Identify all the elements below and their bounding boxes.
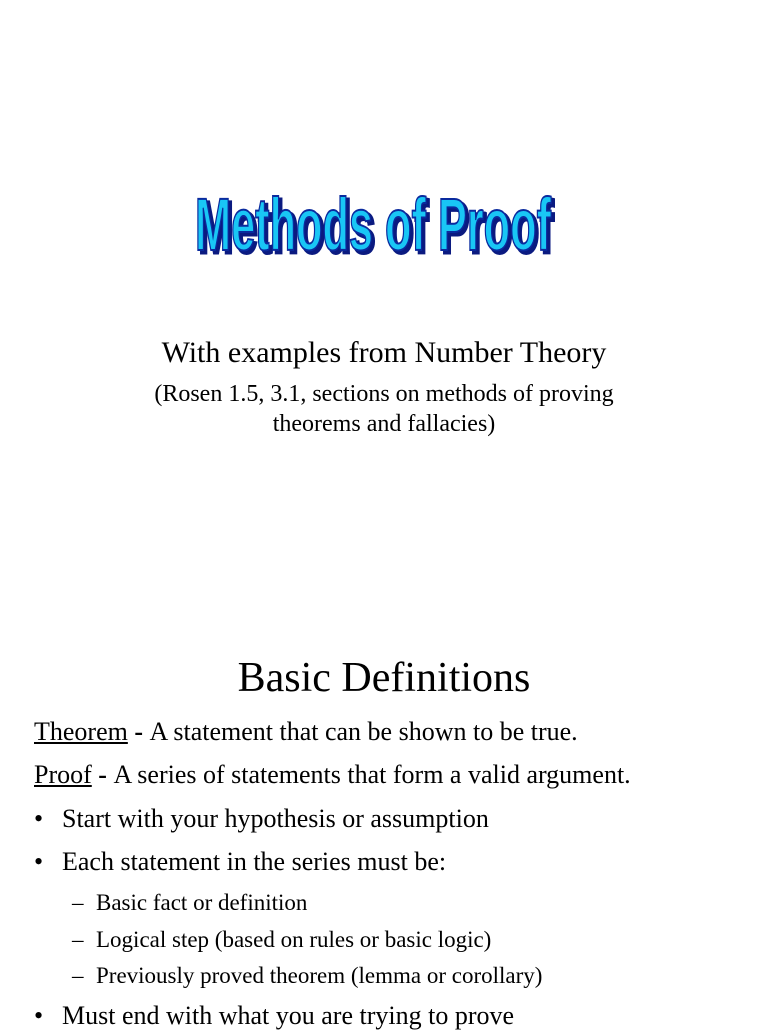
bullet-text: Each statement in the series must be: [62, 847, 447, 876]
definition-text: A series of statements that form a valid argument. [113, 760, 631, 789]
definition-theorem [34, 716, 578, 748]
wordart-title-text: Methods of Proof [195, 183, 552, 266]
reference-note [0, 379, 768, 439]
sub-bullet-item [72, 926, 491, 954]
bullet-marker: • [34, 1001, 44, 1030]
sub-bullet-item [72, 962, 542, 990]
sub-bullet-item [72, 889, 307, 917]
bullet-marker: • [34, 804, 44, 833]
wordart-title [190, 170, 556, 270]
reference-note-line2: theorems and fallacies) [272, 411, 496, 437]
slide-basic-definitions [0, 600, 768, 1030]
bullet-item [34, 846, 446, 878]
sub-bullet-text: Previously proved theorem (lemma or corollary) [96, 963, 543, 988]
bullet-item [34, 803, 489, 835]
wordart-title-graphic [190, 170, 556, 270]
definition-text: A statement that can be shown to be true. [149, 717, 578, 746]
bullet-item [34, 1000, 514, 1032]
sub-bullet-marker: – [72, 963, 84, 988]
definition-separator: - [91, 760, 114, 789]
definition-proof [34, 759, 631, 791]
sub-bullet-text: Logical step (based on rules or basic logic) [96, 927, 492, 952]
definition-separator: - [127, 717, 150, 746]
bullet-text: Start with your hypothesis or assumption [62, 804, 489, 833]
reference-note-line1: (Rosen 1.5, 3.1, sections on methods of proving [154, 381, 614, 407]
bullet-marker: • [34, 847, 44, 876]
sub-bullet-marker: – [72, 927, 84, 952]
wordart-title-shadow: Methods of Proof [198, 186, 555, 269]
slide-title: Basic Definitions [237, 655, 531, 701]
definition-term: Theorem [34, 717, 128, 746]
definition-term: Proof [34, 760, 92, 789]
bullet-text: Must end with what you are trying to prove [62, 1001, 515, 1030]
sub-bullet-marker: – [72, 890, 84, 915]
subtitle: With examples from Number Theory [161, 336, 607, 369]
sub-bullet-text: Basic fact or definition [96, 890, 308, 915]
